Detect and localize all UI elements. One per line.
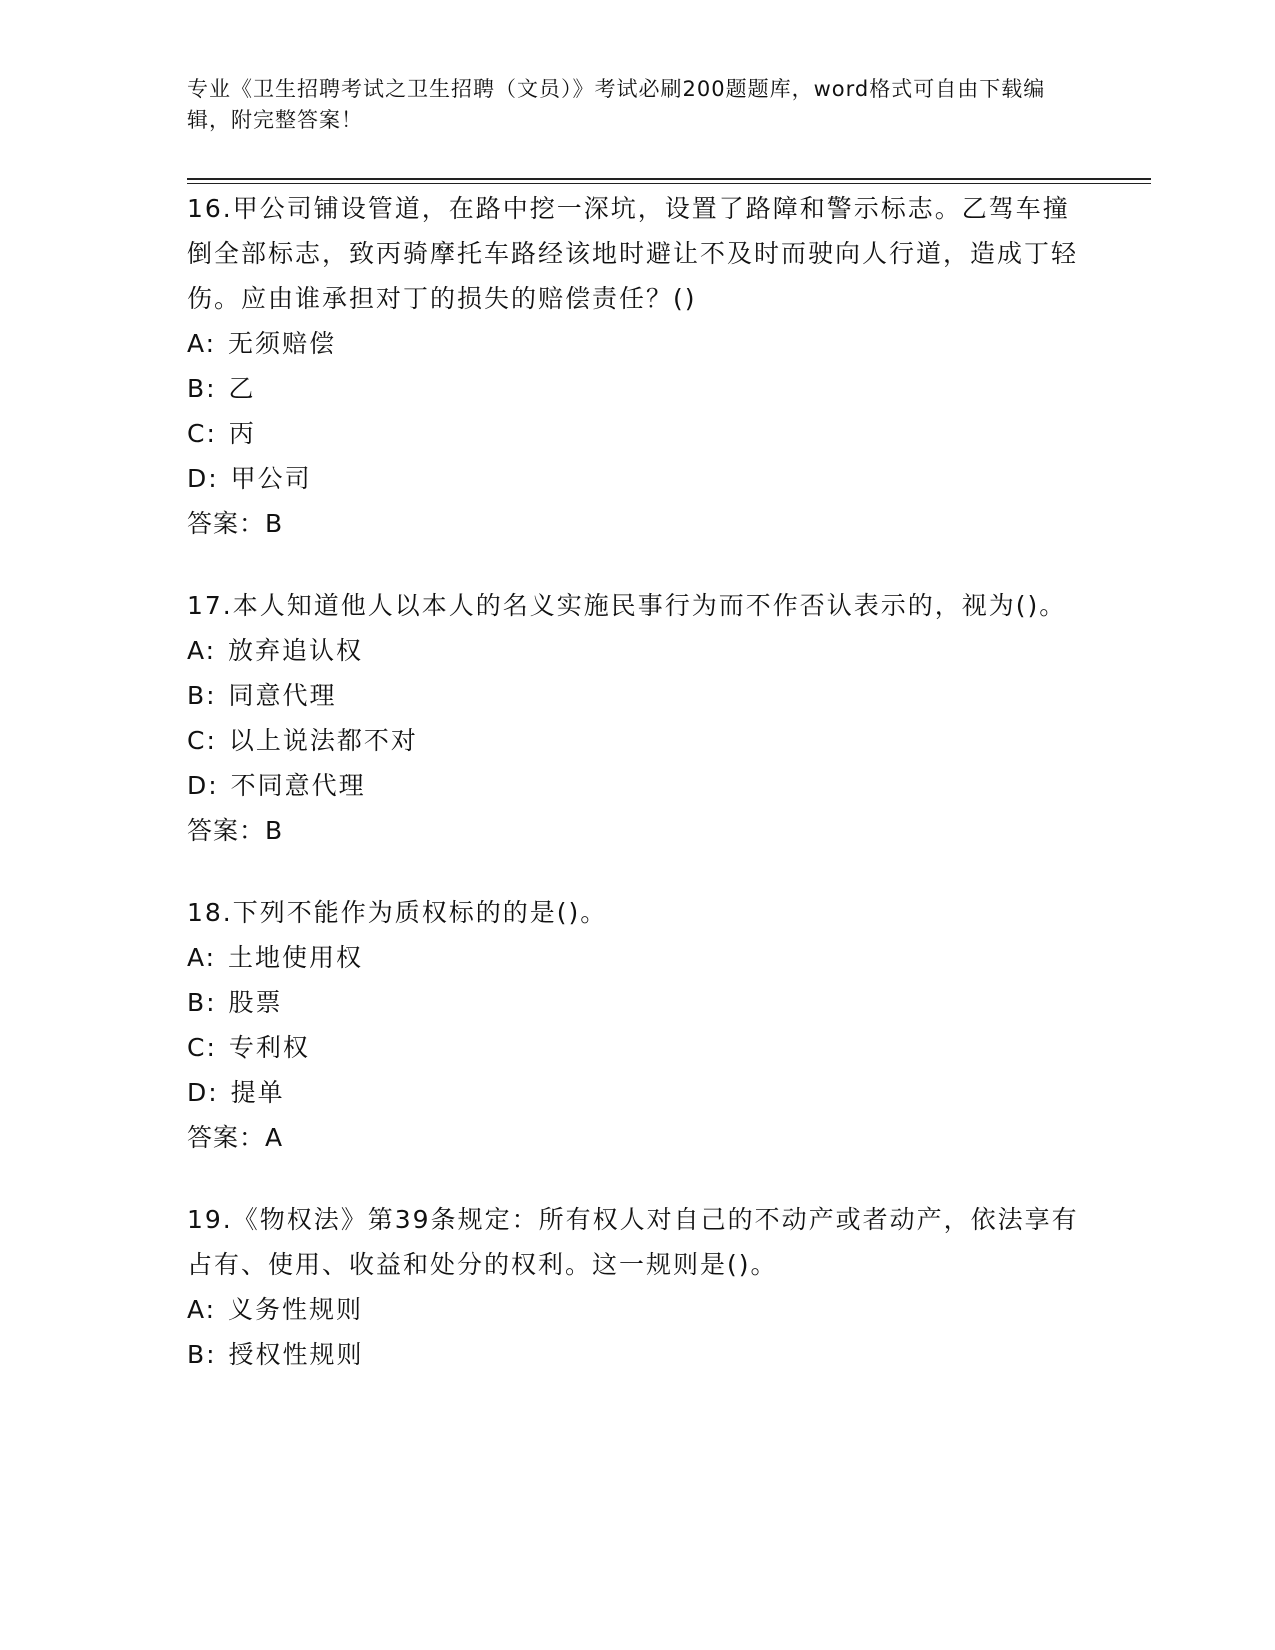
page-header: 专业《卫生招聘考试之卫生招聘（文员）》考试必刷200题题库，word格式可自由下载编辑，附完整答案！ [187,77,1046,132]
question-stem: 19.《物权法》第39条规定：所有权人对自己的不动产或者动产，依法享有占有、使用、收益和处分的权利。这一规则是()。 [187,1205,1079,1279]
option-a [187,1287,1087,1332]
question-stem: 16.甲公司铺设管道，在路中挖一深坑，设置了路障和警示标志。乙驾车撞倒全部标志，致丙骑摩托车路经该地时避让不及时而驶向人行道，造成丁轻伤。应由谁承担对丁的损失的赔偿责任？() [187,194,1079,313]
option-b [187,1332,1087,1377]
option-text: 放弃追认权 [228,636,364,665]
option-letter: C: [187,419,217,448]
option-letter: B: [187,1340,217,1369]
option-c [187,411,1087,456]
question-17 [187,583,1087,854]
option-d [187,456,1087,501]
option-text: 乙 [228,374,256,403]
question-list [187,186,1087,1413]
option-letter: B: [187,374,217,403]
option-text: 股票 [228,988,283,1017]
option-text: 专利权 [228,1033,310,1062]
option-c [187,718,1087,763]
header-rule-thick [187,178,1151,180]
option-b [187,980,1087,1025]
option-letter: C: [187,1033,217,1062]
option-text: 甲公司 [230,464,312,493]
option-text: 不同意代理 [230,771,366,800]
option-b [187,673,1087,718]
question-18 [187,890,1087,1161]
option-c [187,1025,1087,1070]
option-letter: A: [187,329,217,358]
option-text: 无须赔偿 [228,329,337,358]
option-letter: A: [187,1295,217,1324]
option-text: 以上说法都不对 [228,726,418,755]
option-d [187,763,1087,808]
option-letter: D: [187,1078,219,1107]
option-text: 授权性规则 [228,1340,364,1369]
option-letter: A: [187,943,217,972]
option-letter: D: [187,771,219,800]
option-letter: B: [187,681,217,710]
header-rule-thin [187,183,1151,184]
option-a [187,321,1087,366]
option-text: 同意代理 [228,681,337,710]
question-16 [187,186,1087,547]
answer-line: 答案：B [187,816,284,845]
option-letter: C: [187,726,217,755]
option-letter: D: [187,464,219,493]
option-letter: A: [187,636,217,665]
option-d [187,1070,1087,1115]
option-a [187,628,1087,673]
option-b [187,366,1087,411]
answer-line: 答案：B [187,509,284,538]
question-stem: 18.下列不能作为质权标的的是()。 [187,898,608,927]
option-letter: B: [187,988,217,1017]
option-text: 义务性规则 [228,1295,364,1324]
option-a [187,935,1087,980]
option-text: 丙 [228,419,256,448]
question-19 [187,1197,1087,1377]
option-text: 提单 [230,1078,285,1107]
question-stem: 17.本人知道他人以本人的名义实施民事行为而不作否认表示的，视为()。 [187,591,1067,620]
option-text: 土地使用权 [228,943,364,972]
answer-line: 答案：A [187,1123,284,1152]
